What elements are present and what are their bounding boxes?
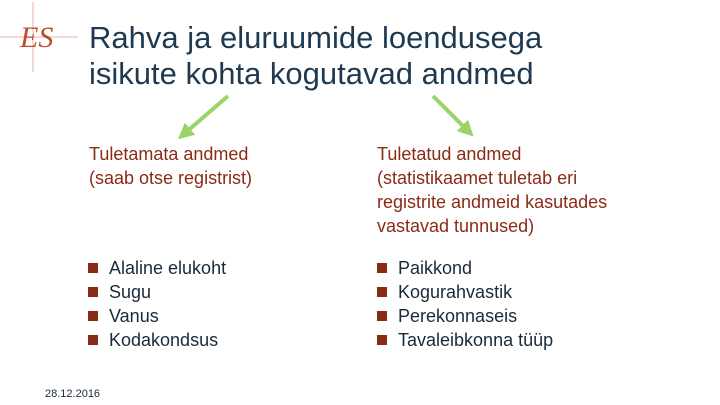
bullet-square-icon	[377, 263, 387, 273]
list-item: Kogurahvastik	[377, 280, 553, 304]
arrow-right	[433, 96, 468, 131]
left-heading-line-2: (saab otse registrist)	[89, 168, 253, 188]
branch-arrows	[0, 0, 720, 160]
bullet-square-icon	[377, 311, 387, 321]
bullet-square-icon	[88, 287, 98, 297]
bullet-square-icon	[377, 287, 387, 297]
list-item: Vanus	[88, 304, 226, 328]
footer-date: 28.12.2016	[45, 388, 101, 400]
logo-text: ES	[20, 21, 54, 54]
list-item: Tavaleibkonna tüüp	[377, 328, 553, 352]
right-heading	[377, 142, 677, 238]
list-item: Kodakondsus	[88, 328, 226, 352]
bullet-square-icon	[377, 335, 387, 345]
right-heading-line-1: Tuletatud andmed	[377, 144, 522, 164]
title-line-1: Rahva ja eluruumide loendusega	[89, 20, 543, 55]
arrow-left	[184, 96, 228, 134]
list-item: Perekonnaseis	[377, 304, 553, 328]
bullet-square-icon	[88, 335, 98, 345]
list-item: Sugu	[88, 280, 226, 304]
right-heading-line-2: (statistikaamet tuletab eri	[377, 168, 578, 188]
left-heading	[89, 142, 252, 190]
right-heading-line-4: vastavad tunnused)	[377, 216, 535, 236]
right-heading-line-3: registrite andmeid kasutades	[377, 192, 608, 212]
bullet-square-icon	[88, 263, 98, 273]
left-bullet-list	[88, 256, 226, 352]
list-item: Paikkond	[377, 256, 553, 280]
bullet-square-icon	[88, 311, 98, 321]
list-item: Alaline elukoht	[88, 256, 226, 280]
left-heading-line-1: Tuletamata andmed	[89, 144, 249, 164]
title-line-2: isikute kohta kogutavad andmed	[89, 56, 534, 91]
right-bullet-list	[377, 256, 553, 352]
